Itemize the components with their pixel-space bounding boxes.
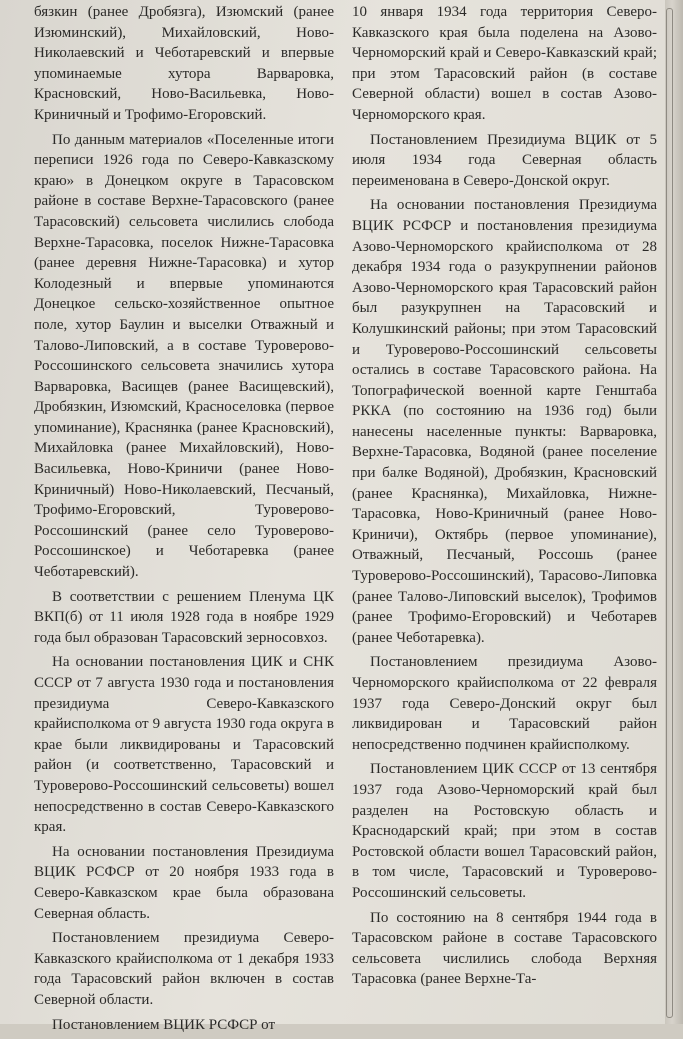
paragraph: Постановлением президиума Северо-Кавказского крайисполкома от 1 декабря 1933 года Тарасовский район включен в состав Северной области. (34, 930, 334, 1008)
left-text-column (34, 2, 334, 1039)
paragraph: На основании постановления Президиума ВЦИК РСФСР и постановления президиума Азово-Черноморского крайисполкома от 28 декабря 1934 года о разукрупнении районов Азово-Черноморского края Тарасовский район был разукрупнен на Тарасовский и Колушкинский районы; при этом Тарасовский и Туроверово-Россошинский сельсоветы остались в составе Тарасовского района. На Топографической военной карте Генштаба РККА (по состоянию на 1936 год) были нанесены населенные пункты: Варваровка, Верхне-Тарасовка, Водяной (ранее поселение при балке Водяной), Дробязкин, Красновский (ранее Краснянка), Михайловка, Нижне-Тарасовка, Ново-Криничный (ранее Ново-Криничи), Октябрь (первое упоминание), Отважный, Песчаный, Россошь (ранее Туроверово-Россошинский), Тарасово-Липовка (ранее Талово-Липовский выселок), Трофимов (ранее Трофимо-Егоровский) и Чеботарев (ранее Чеботаревка). (352, 197, 657, 646)
page-edge (665, 0, 683, 1024)
paragraph: Постановлением президиума Азово-Черноморского крайисполкома от 22 февраля 1937 года Северо-Донский округ был ликвидирован и Тарасовский район непосредственно подчинен крайисполкому. (352, 654, 657, 753)
paragraph: Постановлением Президиума ВЦИК от 5 июля 1934 года Северная область переименована в Северо-Донской округ. (352, 131, 657, 189)
paragraph: Постановлением ВЦИК РСФСР от (52, 1016, 276, 1033)
paragraph: На основании постановления Президиума ВЦИК РСФСР от 20 ноября 1933 года в Северо-Кавказском крае была образована Северная область. (34, 843, 334, 922)
right-text-column (352, 2, 657, 994)
paragraph: На основании постановления ЦИК и СНК СССР от 7 августа 1930 года и постановления президиума Северо-Кавказского крайисполкома от 9 августа 1930 года округа в крае были ликвидированы и Тарасовский район (и соответственно, Тарасовский и Туроверово-Россошинский сельсоветы) вошел непосредственно в состав Северо-Кавказского края. (34, 654, 334, 836)
paragraph: По состоянию на 8 сентября 1944 года в Тарасовском районе в составе Тарасовского сельсовета числились слобода Верхняя Тарасовка (ранее Верхне-Та- (352, 909, 657, 988)
paragraph: бязкин (ранее Дробязга), Изюмский (ранее Изюминский), Михайловский, Ново-Николаевский и Чеботаревский и впервые упоминаемые хутора Варваровка, Красновский, Ново-Васильевка, Ново-Криничный и Трофимо-Егоровский. (34, 4, 334, 123)
paragraph: В соответствии с решением Пленума ЦК ВКП(б) от 11 июля 1928 года в ноябре 1929 года был образован Тарасовский зерносовхоз. (34, 588, 334, 646)
page-border-line (666, 8, 673, 1018)
paragraph: По данным материалов «Поселенные итоги переписи 1926 года по Северо-Кавказскому краю» в Донецком округе в Тарасовском районе в составе Верхне-Тарасовского (ранее Тарасовский) сельсовета числились слобода Верхне-Тарасовка, поселок Нижне-Тарасовка (ранее деревня Нижне-Тарасовка) и хутор Колодезный и впервые упоминаются Донецкое сельско-хозяйственное опытное поле, хутор Баулин и выселки Отважный и Талово-Липовский, а в составе Туроверово-Россошинского сельсовета значились хутора Варваровка, Васищев (ранее Васищевский), Дробязкин, Изюмский, Красноселовка (первое упоминание), Краснянка (ранее Красновский), Михайловка (ранее Михайловский), Ново-Васильевка, Ново-Криничи (ранее Ново-Криничный) Ново-Николаевский, Песчаный, Трофимо-Егоровский, Туроверово-Россошинский (ранее село Туроверово-Россошинское) и Чеботаревка (ранее Чеботаревский). (34, 131, 334, 581)
paragraph: 10 января 1934 года территория Северо-Кавказского края была поделена на Азово-Черноморский край и Северо-Кавказский край; при этом Тарасовский район (в составе Северной области) вошел в состав Азово-Черноморского края. (352, 4, 657, 123)
paragraph: Постановлением ЦИК СССР от 13 сентября 1937 года Азово-Черноморский край был разделен на Ростовскую область и Краснодарский край; при этом в состав Ростовской области вошел Тарасовский район, в том числе, Тарасовский и Туроверово-Россошинский сельсоветы. (352, 761, 657, 901)
